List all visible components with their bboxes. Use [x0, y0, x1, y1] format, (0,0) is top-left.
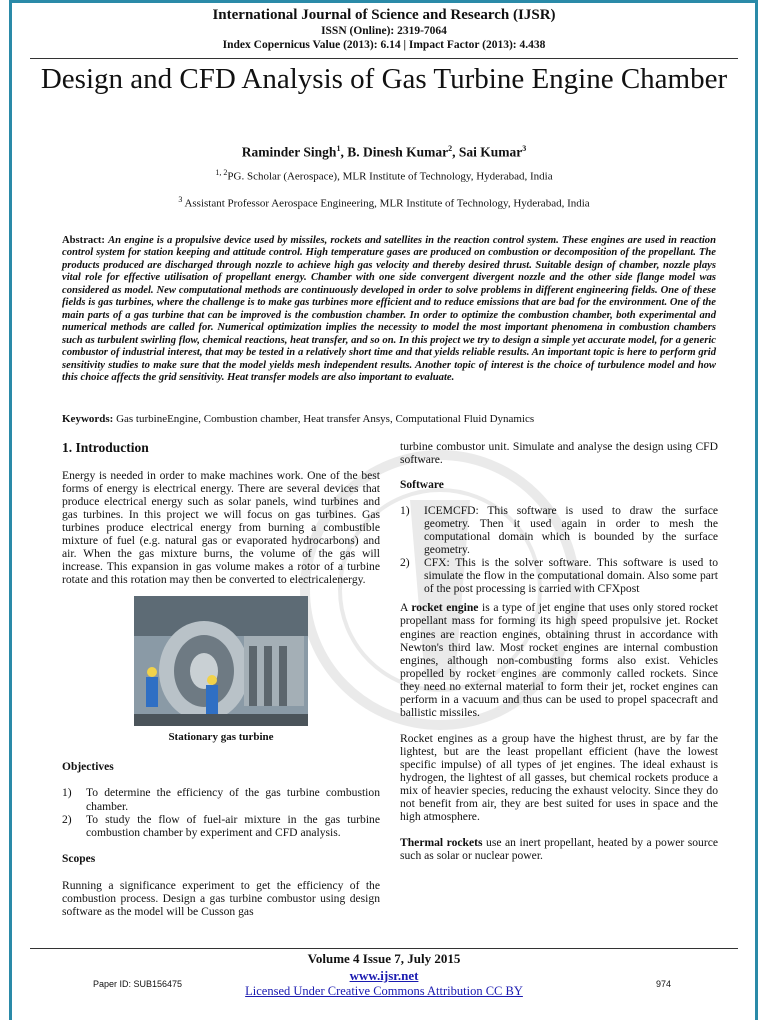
rocket-lead: A: [400, 601, 412, 615]
page-number: 974: [656, 979, 672, 989]
list-number: 1): [400, 504, 410, 518]
keywords-text: Gas turbineEngine, Combustion chamber, Heat transfer Ansys, Computational Fluid Dynamics: [113, 413, 535, 425]
software-heading: Software: [400, 479, 444, 492]
keywords: [62, 413, 716, 425]
rocket-group-paragraph: Rocket engines as a group have the highest thrust, are by far the lightest, but are the least propellant efficient (have the lowest specific impulse) of all types of jet engines. The ideal exhaust is hydrogen, the lightest of all gasses, but chemical rockets produce a mix of heavier species, reducing the exhaust velocity. Since they do not benefit from air, they are best suited for uses in space and the high atmosphere.: [400, 731, 718, 824]
author-name: Raminder Singh: [241, 144, 337, 160]
list-item: [400, 504, 718, 556]
author-sup: 3: [522, 144, 527, 153]
author-name: Sai Kumar: [458, 144, 523, 160]
scopes-heading: Scopes: [62, 852, 96, 865]
figure-caption: Stationary gas turbine: [168, 731, 274, 744]
list-item: [62, 786, 380, 812]
list-item: [62, 813, 380, 839]
gas-turbine-photo: [134, 596, 308, 726]
journal-index: Index Copernicus Value (2013): 6.14 | Impact Factor (2013): 4.438: [222, 39, 546, 51]
continued-paragraph: turbine combustor unit. Simulate and analyse the design using CFD software.: [400, 440, 718, 467]
abstract: [62, 235, 716, 384]
paper-id: Paper ID: SUB156475: [93, 979, 183, 989]
rocket-engine-term: rocket engine: [411, 601, 479, 615]
thermal-rockets-paragraph: [400, 836, 718, 862]
right-column: [400, 440, 718, 862]
intro-paragraph: Energy is needed in order to make machines work. One of the best forms of energy is electrical energy. There are several devices that produce electrical energy such as solar panels, wind turbines and gas turbines. In this project we will focus on gas turbines. Gas turbines produce electrical energy from burning a combustible mixture of fuel (e.g. natural gas or evaporated hydrocarbons) and air. When the gas mixture burns, the volume of the gas will increase. This expansion in gas volume makes a rotor of a turbine rotate and this rotation may then be converted to electricalenergy.: [62, 469, 380, 587]
footer-rule: [30, 948, 738, 949]
list-text: To determine the efficiency of the gas turbine combustion chamber.: [86, 786, 380, 813]
journal-header: [0, 6, 768, 52]
footer-volume: Volume 4 Issue 7, July 2015: [307, 951, 461, 966]
affiliation-text: Assistant Professor Aerospace Engineering, MLR Institute of Technology, Hyderabad, India: [182, 197, 590, 210]
header-rule: [30, 58, 738, 59]
list-item: [400, 556, 718, 595]
affiliation: [0, 168, 768, 183]
journal-issn: ISSN (Online): 2319-7064: [321, 25, 447, 37]
keywords-label: Keywords:: [62, 413, 114, 425]
abstract-text: An engine is a propulsive device used by missiles, rockets and satellites in the reaction control system. These engines are used in reaction control system for station keeping and attitude control. High temperature gases are produced on combustion or decomposition of the propellant. The products produced are discharged through nozzle to achieve high gas velocity and thereby desired thrust. Suitable design of chamber, nozzle plays vital role for effective utilisation of propellant energy. Chamber with one side convergent divergent nozzle and the other side flange model was considered as model. New computational methods are continuously developed in order to solve problems in different engineering fields. One of these fields is gas turbines, where the challenge is to make gas turbines more efficient and to reduce emissions that are bad for the environment. One of the main parts of a gas turbine that can be improved is the combustion chamber. In order to optimize the combustion chamber, both experimental and numerical methods are called for. Numerical optimization implies the necessity to model the most important phenomena in combustion chambers such as turbulent swirling flow, chemical reactions, heat transfer, and so on. In this project we try to design a simple yet accurate model, for a generic combustor of industrial interest, that may be tested in a relatively short time and that yields reliable results. An important topic is here to perform grid sensitivity studies to make sure that the model yields mesh independent results. Another topic of interest is the choice of turbulence model and how this choice affects the grid sensitivity. Heat transfer models are also important to evaluate.: [62, 235, 716, 383]
affiliation-sup: 1, 2: [215, 168, 228, 177]
journal-link[interactable]: www.ijsr.net: [349, 968, 419, 983]
paper-title: Design and CFD Analysis of Gas Turbine Engine Chamber: [40, 63, 728, 95]
license-link[interactable]: Licensed Under Creative Commons Attribution CC BY: [245, 984, 523, 998]
affiliation-sup: 3: [178, 195, 183, 204]
author-list: [0, 144, 768, 161]
author-name: B. Dinesh Kumar: [347, 144, 449, 160]
list-text: CFX: This is the solver software. This software is used to simulate the flow in the computational domain. Also some part of the post processing is carried with CFXpost: [424, 556, 718, 596]
software-list: [400, 504, 718, 595]
abstract-label: Abstract:: [62, 235, 105, 246]
thermal-rockets-text: use an inert propellant, heated by a power source such as solar or nuclear power.: [400, 836, 718, 863]
objectives-heading: Objectives: [62, 761, 114, 774]
left-column: [62, 440, 380, 918]
affiliation: [0, 195, 768, 210]
author-sup: 2: [448, 144, 453, 153]
rocket-engine-paragraph: [400, 601, 718, 718]
list-number: 2): [62, 812, 72, 826]
thermal-rockets-term: Thermal rockets: [400, 836, 483, 850]
affiliation-text: PG. Scholar (Aerospace), MLR Institute of Technology, Hyderabad, India: [227, 170, 553, 183]
author-sup: 1: [336, 144, 341, 153]
journal-name: International Journal of Science and Research (IJSR): [212, 7, 556, 23]
list-text: To study the flow of fuel-air mixture in the gas turbine combustion chamber by experiment and CFD analysis.: [86, 812, 380, 839]
author-sep: ,: [452, 144, 459, 160]
scopes-paragraph: Running a significance experiment to get the efficiency of the combustion process. Design a gas turbine combustor using design software as the model will be Cusson gas: [62, 878, 380, 918]
list-number: 1): [62, 786, 72, 800]
intro-heading: 1. Introduction: [62, 440, 149, 455]
list-text: ICEMCFD: This software is used to draw the surface geometry. Then it used again in order to mesh the computational domain which is bounded by the surface geometry.: [424, 504, 718, 557]
objectives-list: [62, 786, 380, 838]
list-number: 2): [400, 556, 410, 570]
rocket-engine-text: is a type of jet engine that uses only stored rocket propellant mass for forming its high speed propulsive jet. Rocket engines are reaction engines, obtaining thrust in accordance with Newton's third law. Most rocket engines are internal combustion engines, although non-combusting forms also exist. Vehicles propelled by rocket engines are commonly called rockets. Since they need no external material to form their jet, rocket engines can perform in a vacuum and thus can be used to propel spacecraft and ballistic missiles.: [400, 601, 718, 719]
author-sep: ,: [340, 144, 348, 160]
